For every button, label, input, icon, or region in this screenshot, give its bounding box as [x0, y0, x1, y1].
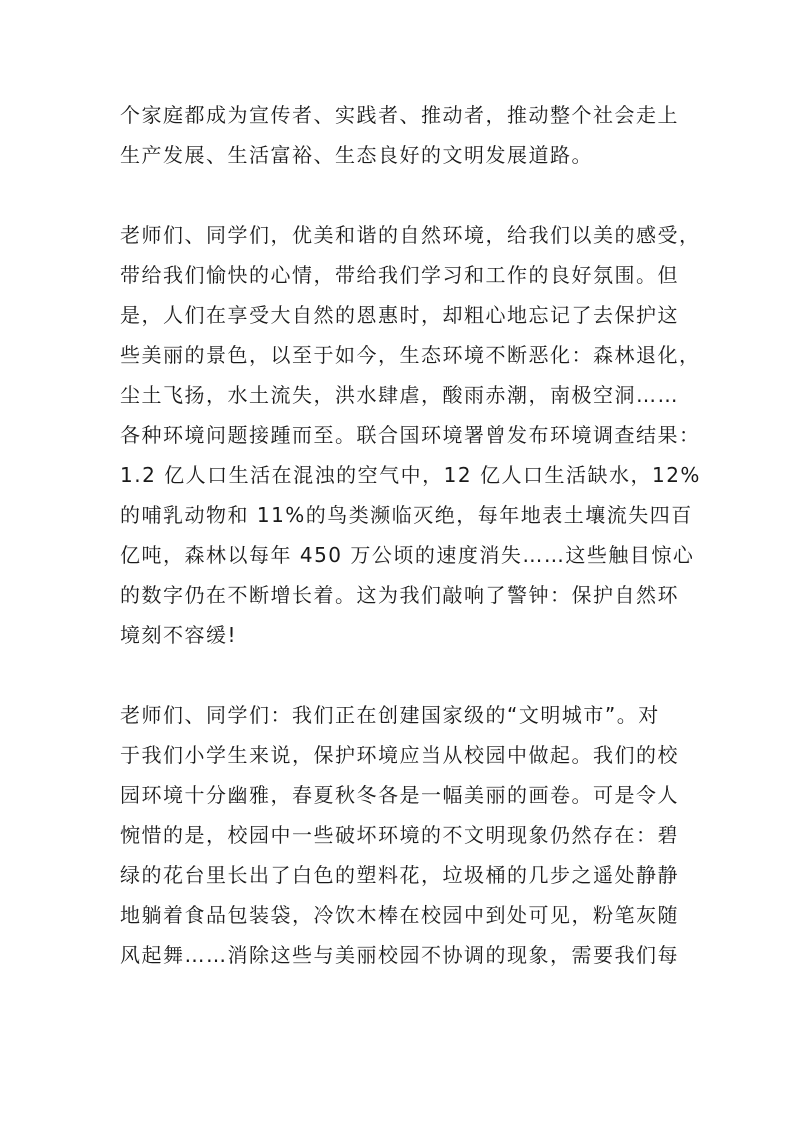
- text-line: 1.2 亿人口生活在混浊的空气中，12 亿人口生活缺水，12%: [120, 463, 701, 487]
- text-line: 尘土飞扬，水土流失，洪水肆虐，酸雨赤潮，南极空洞……: [120, 383, 679, 407]
- paragraph-3: [120, 695, 695, 975]
- text-line: 个家庭都成为宣传者、实践者、推动者，推动整个社会走上: [120, 103, 679, 127]
- text-line: 些美丽的景色，以至于如今，生态环境不断恶化：森林退化，: [120, 343, 701, 367]
- text-line: 地躺着食品包装袋，冷饮木棒在校园中到处可见，粉笔灰随: [120, 903, 679, 927]
- text-line: 的数字仍在不断增长着。这为我们敲响了警钟：保护自然环: [120, 583, 679, 607]
- text-line: 亿吨，森林以每年 450 万公顷的速度消失……这些触目惊心: [120, 543, 695, 567]
- paragraph-1: [120, 95, 695, 175]
- text-line: 生产发展、生活富裕、生态良好的文明发展道路。: [120, 143, 593, 167]
- text-line: 于我们小学生来说，保护环境应当从校园中做起。我们的校: [120, 743, 679, 767]
- paragraph-2: [120, 215, 701, 655]
- text-line: 惋惜的是，校园中一些破坏环境的不文明现象仍然存在：碧: [120, 823, 679, 847]
- text-line: 风起舞……消除这些与美丽校园不协调的现象，需要我们每: [120, 943, 679, 967]
- text-line: 的哺乳动物和 11%的鸟类濒临灭绝，每年地表土壤流失四百: [120, 503, 693, 527]
- text-line: 园环境十分幽雅，春夏秋冬各是一幅美丽的画卷。可是令人: [120, 783, 679, 807]
- text-line: 境刻不容缓!: [120, 623, 238, 647]
- text-line: 绿的花台里长出了白色的塑料花，垃圾桶的几步之遥处静静: [120, 863, 679, 887]
- text-line: 老师们、同学们，优美和谐的自然环境，给我们以美的感受，: [120, 223, 701, 247]
- text-line: 老师们、同学们：我们正在创建国家级的“文明城市”。对: [120, 703, 660, 727]
- text-line: 各种环境问题接踵而至。联合国环境署曾发布环境调查结果：: [120, 423, 701, 447]
- text-line: 是，人们在享受大自然的恩惠时，却粗心地忘记了去保护这: [120, 303, 679, 327]
- text-line: 带给我们愉快的心情，带给我们学习和工作的良好氛围。但: [120, 263, 679, 287]
